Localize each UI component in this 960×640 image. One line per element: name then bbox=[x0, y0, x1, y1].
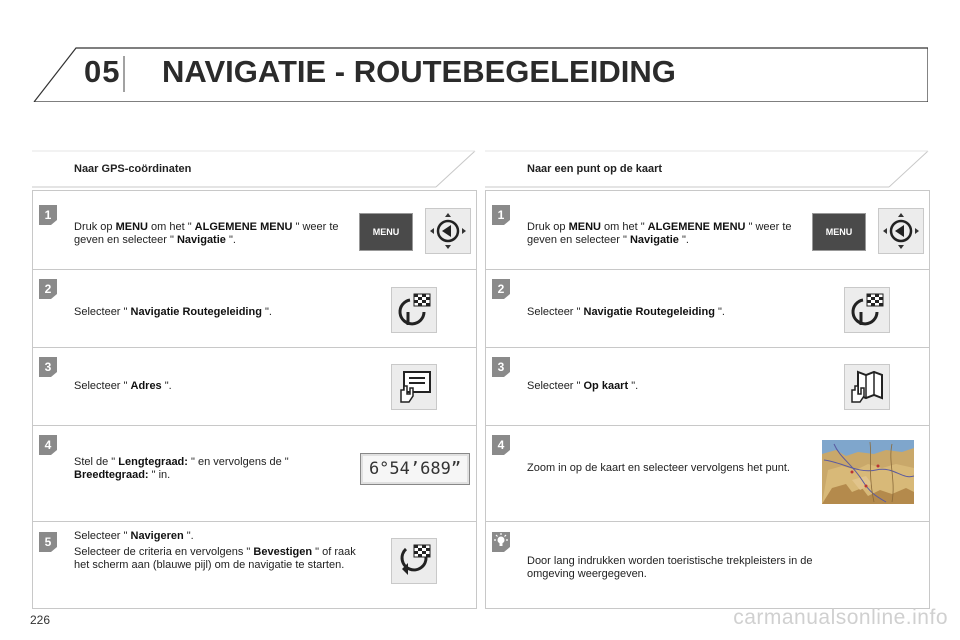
route-guidance-icon bbox=[844, 287, 890, 333]
europe-map-thumbnail bbox=[822, 440, 914, 504]
right-step-1 bbox=[486, 190, 929, 269]
right-step-3 bbox=[486, 347, 929, 425]
svg-text:3: 3 bbox=[497, 360, 505, 374]
menu-button-icon: MENU bbox=[359, 213, 413, 251]
route-guidance-icon bbox=[391, 287, 437, 333]
step-1-badge bbox=[36, 203, 60, 227]
left-step-5 bbox=[33, 521, 476, 609]
svg-text:2: 2 bbox=[497, 282, 505, 296]
step-2-badge bbox=[489, 277, 513, 301]
step-3-badge bbox=[36, 355, 60, 379]
svg-text:4: 4 bbox=[44, 438, 52, 452]
right-step-2-text: Selecteer " Navigatie Routegeleiding ". bbox=[527, 306, 725, 318]
chapter-number: 05 bbox=[84, 54, 121, 89]
svg-text:1: 1 bbox=[497, 208, 505, 222]
page-title: NAVIGATIE - ROUTEBEGELEIDING bbox=[162, 54, 676, 89]
left-step-1 bbox=[33, 190, 476, 269]
step-3-badge bbox=[489, 355, 513, 379]
right-step-3-text: Selecteer " Op kaart ". bbox=[527, 380, 639, 392]
step-2-badge bbox=[36, 277, 60, 301]
map-touch-icon bbox=[844, 364, 890, 410]
right-heading-text: Naar een punt op de kaart bbox=[527, 163, 663, 175]
right-tip-text: Door lang indrukken worden toeristische trekpleisters in de omgeving weergegeven. bbox=[527, 555, 813, 580]
step-4-badge bbox=[489, 433, 513, 457]
left-step-4-text: Stel de " Lengtegraad: " en vervolgens de " Breedtegraad: " in. bbox=[74, 456, 289, 481]
lightbulb-icon bbox=[489, 530, 513, 554]
svg-text:1: 1 bbox=[44, 208, 52, 222]
left-step-1-text: Druk op MENU om het " ALGEMENE MENU " weer te geven en selecteer " Navigatie ". bbox=[74, 221, 339, 246]
right-step-tip bbox=[486, 521, 929, 609]
svg-text:4: 4 bbox=[497, 438, 505, 452]
svg-text:3: 3 bbox=[44, 360, 52, 374]
right-section-heading bbox=[485, 149, 930, 188]
address-card-icon bbox=[391, 364, 437, 410]
svg-text:2: 2 bbox=[44, 282, 52, 296]
navigation-joystick-icon bbox=[878, 208, 924, 254]
left-steps-panel bbox=[32, 190, 477, 609]
svg-text:5: 5 bbox=[44, 535, 52, 549]
right-steps-panel bbox=[485, 190, 930, 609]
navigation-joystick-icon bbox=[425, 208, 471, 254]
right-step-2 bbox=[486, 269, 929, 347]
right-step-4 bbox=[486, 425, 929, 521]
left-step-3 bbox=[33, 347, 476, 425]
left-step-2-text: Selecteer " Navigatie Routegeleiding ". bbox=[74, 306, 272, 318]
left-step-4 bbox=[33, 425, 476, 521]
page-number: 226 bbox=[30, 613, 51, 627]
left-step-5-text: Selecteer " Navigeren ". bbox=[74, 530, 194, 542]
step-4-badge bbox=[36, 433, 60, 457]
left-heading-text: Naar GPS-coördinaten bbox=[74, 163, 192, 175]
left-step-5-extra-text: Selecteer de criteria en vervolgens " Bevestigen " of raak het scherm aan (blauwe pijl) om de navigatie te starten. bbox=[74, 546, 356, 571]
chapter-header bbox=[32, 46, 928, 102]
step-5-badge bbox=[36, 530, 60, 554]
right-step-4-text: Zoom in op de kaart en selecteer vervolgens het punt. bbox=[527, 462, 790, 474]
watermark: carmanualsonline.info bbox=[733, 606, 948, 629]
start-navigation-icon bbox=[391, 538, 437, 584]
menu-button-icon: MENU bbox=[812, 213, 866, 251]
left-step-2 bbox=[33, 269, 476, 347]
right-step-1-text: Druk op MENU om het " ALGEMENE MENU " weer te geven en selecteer " Navigatie ". bbox=[527, 221, 792, 246]
left-section-heading bbox=[32, 149, 477, 188]
step-1-badge bbox=[489, 203, 513, 227]
coordinate-display: 6°54’689” bbox=[360, 453, 470, 485]
left-step-3-text: Selecteer " Adres ". bbox=[74, 380, 172, 392]
